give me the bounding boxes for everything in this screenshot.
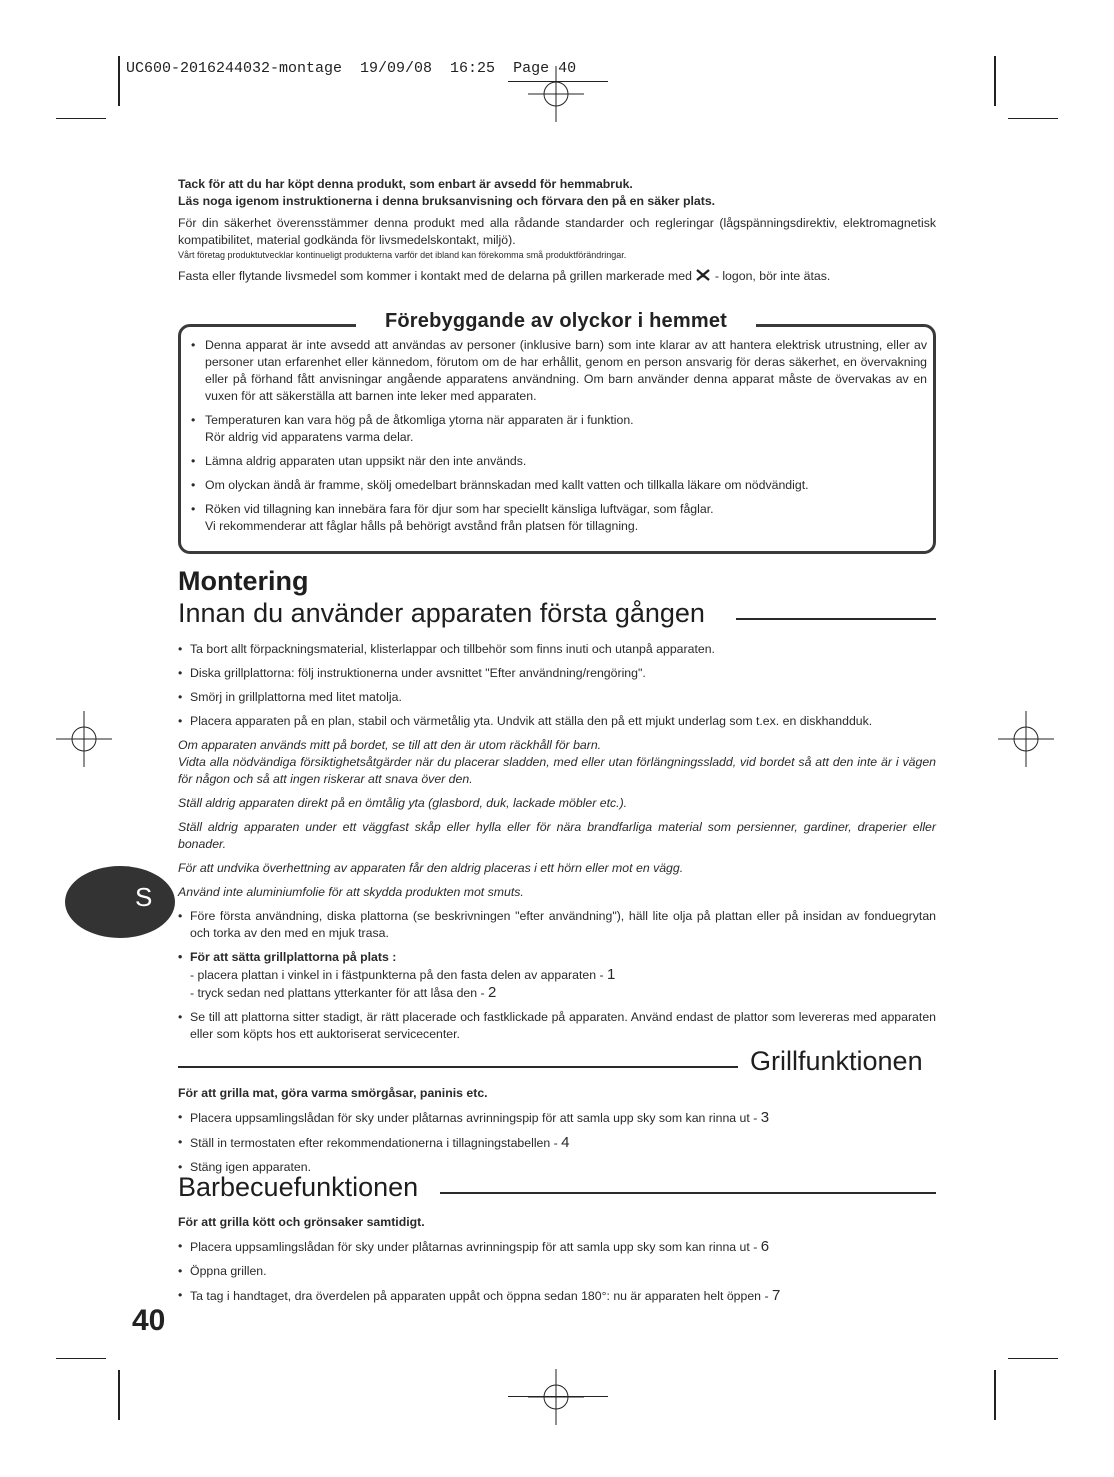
plates-step: [178, 984, 936, 1002]
trim-mark: [1008, 118, 1058, 119]
intro-standards: För din säkerhet överensstämmer denna produkt med alla rådande standarder och regleringar (lågspänningsdirektiv, elektromagnetisk kompatibilitet, material godkända för livsmedelskontakt, miljö).: [178, 216, 936, 247]
grill-bullet-text: Ställ in termostaten efter rekommendationerna i tillagningstabellen -: [190, 1136, 558, 1150]
trim-mark: [56, 1358, 106, 1359]
trim-mark: [118, 1370, 120, 1420]
intro-section: [178, 176, 936, 285]
no-food-contact-icon: [695, 268, 711, 282]
barbecue-bullet: [178, 1238, 936, 1256]
figure-ref: 2: [488, 984, 497, 1001]
montering-bullet: • Ta bort allt förpackningsmaterial, klisterlappar och tillbehör som finns inuti och utanpå apparaten.: [178, 641, 936, 658]
safety-item-line: Rör aldrig vid apparatens varma delar.: [205, 430, 414, 444]
figure-ref: 4: [561, 1134, 570, 1151]
figure-ref: 1: [607, 966, 616, 983]
barbecue-body: [178, 1214, 936, 1305]
grill-body: [178, 1085, 936, 1176]
barbecue-bullet: [178, 1287, 936, 1305]
plates-title: • För att sätta grillplattorna på plats :: [178, 949, 936, 966]
safety-item: • Lämna aldrig apparaten utan uppsikt när den inte används.: [189, 453, 927, 470]
trim-mark: [1008, 1358, 1058, 1359]
print-slug: UC600-2016244032-montage 19/09/08 16:25 Page 40: [126, 60, 577, 77]
intro-food-contact-text: Fasta eller flytande livsmedel som kommer i kontakt med de delarna på grillen markerade med: [178, 269, 692, 283]
intro-thanks: Tack för att du har köpt denna produkt, som enbart är avsedd för hemmabruk.: [178, 177, 633, 191]
registration-mark-icon: [998, 711, 1054, 767]
check-bullet: • Se till att plattorna sitter stadigt, är rätt placerade och fastklickade på apparaten. Använd endast de plattor som levereras med apparaten eller som köpts hos ett auktoriserat servicecenter.: [178, 1009, 936, 1043]
safety-item: [189, 501, 927, 535]
language-tab-label: S: [135, 882, 153, 912]
warning-italic: Om apparaten används mitt på bordet, se till att den är utom räckhåll för barn.: [178, 738, 602, 752]
grill-lead: För att grilla mat, göra varma smörgåsar, paninis etc.: [178, 1086, 488, 1100]
first-use-bullet: • Före första användning, diska plattorna (se beskrivningen "efter användning"), häll lite olja på plattan eller på insidan av fonduegrytan och torka av den med en mjuk trasa.: [178, 908, 936, 942]
warning-italic: Vidta alla nödvändiga försiktighetsåtgärder när du placerar sladden, med eller utan förlängningssladd, vid bordet så att den inte är i vägen för någon och så att ingen riskerar att snava över den.: [178, 755, 936, 786]
heading-rule: [178, 1066, 738, 1068]
warning-italic: Ställ aldrig apparaten under ett väggfast skåp eller hylla eller för nära brandfarliga material som persienner, gardiner, draperier eller bonader.: [178, 820, 936, 851]
grill-bullet-text: Placera uppsamlingslådan för sky under plåtarnas avrinningspip för att samla upp sky som kan rinna ut -: [190, 1111, 758, 1125]
safety-item: • Denna apparat är inte avsedd att användas av personer (inklusive barn) som inte klarar av att hantera elektrisk utrustning, eller av personer utan erfarenhet eller kännedom, förutom om de har erhållit, genom en person ansvarig för deras säkerhet, en övervakning eller på förhand fått anvisningar angående apparatens användning. Om barn använder denna apparat måste de övervakas av en vuxen för att säkerställa att barnen inte leker med apparaten.: [189, 337, 927, 405]
registration-mark-icon: [56, 711, 112, 767]
safety-title: Förebyggande av olyckor i hemmet: [356, 310, 756, 333]
safety-box: [178, 324, 936, 554]
trim-mark: [994, 56, 996, 106]
warning-italic: Använd inte aluminiumfolie för att skydda produkten mot smuts.: [178, 885, 524, 899]
barbecue-lead: För att grilla kött och grönsaker samtidigt.: [178, 1215, 425, 1229]
grill-bullet: [178, 1109, 936, 1127]
barbecue-bullet-text: Ta tag i handtaget, dra överdelen på apparaten uppåt och öppna sedan 180°: nu är apparaten helt öppen -: [190, 1289, 769, 1303]
safety-item-line: Vi rekommenderar att fåglar hålls på behörigt avstånd från platsen för tillagning.: [205, 519, 639, 533]
montering-body: [178, 641, 936, 1043]
heading-rule: [736, 618, 936, 620]
barbecue-heading: Barbecuefunktionen: [178, 1172, 419, 1202]
plates-step-text: - tryck sedan ned plattans ytterkanter för att låsa den -: [190, 986, 485, 1000]
trim-mark: [118, 56, 120, 106]
figure-ref: 3: [760, 1109, 770, 1126]
grill-bullet: • Stäng igen apparaten.: [178, 1159, 936, 1176]
figure-ref: 7: [771, 1287, 781, 1304]
first-use-heading: Innan du använder apparaten första gången: [178, 598, 705, 628]
intro-food-contact: [178, 268, 936, 285]
safety-item: [189, 412, 927, 446]
warning-italic: För att undvika överhettning av apparaten får den aldrig placeras i ett hörn eller mot en vägg.: [178, 861, 684, 875]
safety-item-line: Röken vid tillagning kan innebära fara för djur som har speciellt känsliga luftvägar, som fåglar.: [205, 502, 714, 516]
page-number: 40: [132, 1304, 166, 1337]
montering-heading: Montering: [178, 566, 309, 596]
safety-list: [189, 337, 927, 542]
trim-mark: [56, 118, 106, 119]
warning-italic: Ställ aldrig apparaten direkt på en ömtålig yta (glasbord, duk, lackade möbler etc.).: [178, 796, 628, 810]
montering-bullet: • Smörj in grillplattorna med litet matolja.: [178, 689, 936, 706]
intro-read-instructions: Läs noga igenom instruktionerna i denna bruksanvisning och förvara den på en säker plats.: [178, 194, 716, 208]
barbecue-bullet: • Öppna grillen.: [178, 1263, 936, 1280]
intro-product-changes: Vårt företag produktutvecklar kontinueligt produkterna varför det ibland kan förekomma små produktförändringar.: [178, 250, 627, 260]
intro-food-contact-suffix: - logon, bör inte ätas.: [714, 269, 831, 283]
plates-step-text: - placera plattan i vinkel in i fästpunkterna på den fasta delen av apparaten -: [190, 968, 604, 982]
language-tab: [65, 866, 175, 938]
registration-mark-icon: [528, 1369, 584, 1425]
heading-rule: [440, 1192, 936, 1194]
safety-item-line: Temperaturen kan vara hög på de åtkomliga ytorna när apparaten är i funktion.: [205, 413, 634, 427]
montering-bullet: • Placera apparaten på en plan, stabil och värmetålig yta. Undvik att ställa den på ett mjukt underlag som t.ex. en diskhandduk.: [178, 713, 936, 730]
barbecue-bullet-text: Placera uppsamlingslådan för sky under plåtarnas avrinningspip för att samla upp sky som kan rinna ut -: [190, 1240, 758, 1254]
figure-ref: 6: [760, 1238, 770, 1255]
grill-heading: Grillfunktionen: [750, 1046, 923, 1076]
plates-step: [178, 966, 936, 984]
grill-bullet: [178, 1134, 936, 1152]
montering-bullet: • Diska grillplattorna: följ instruktionerna under avsnittet "Efter användning/rengöring".: [178, 665, 936, 682]
safety-item: • Om olyckan ändå är framme, skölj omedelbart brännskadan med kallt vatten och tillkalla läkare om nödvändigt.: [189, 477, 927, 494]
trim-mark: [994, 1370, 996, 1420]
